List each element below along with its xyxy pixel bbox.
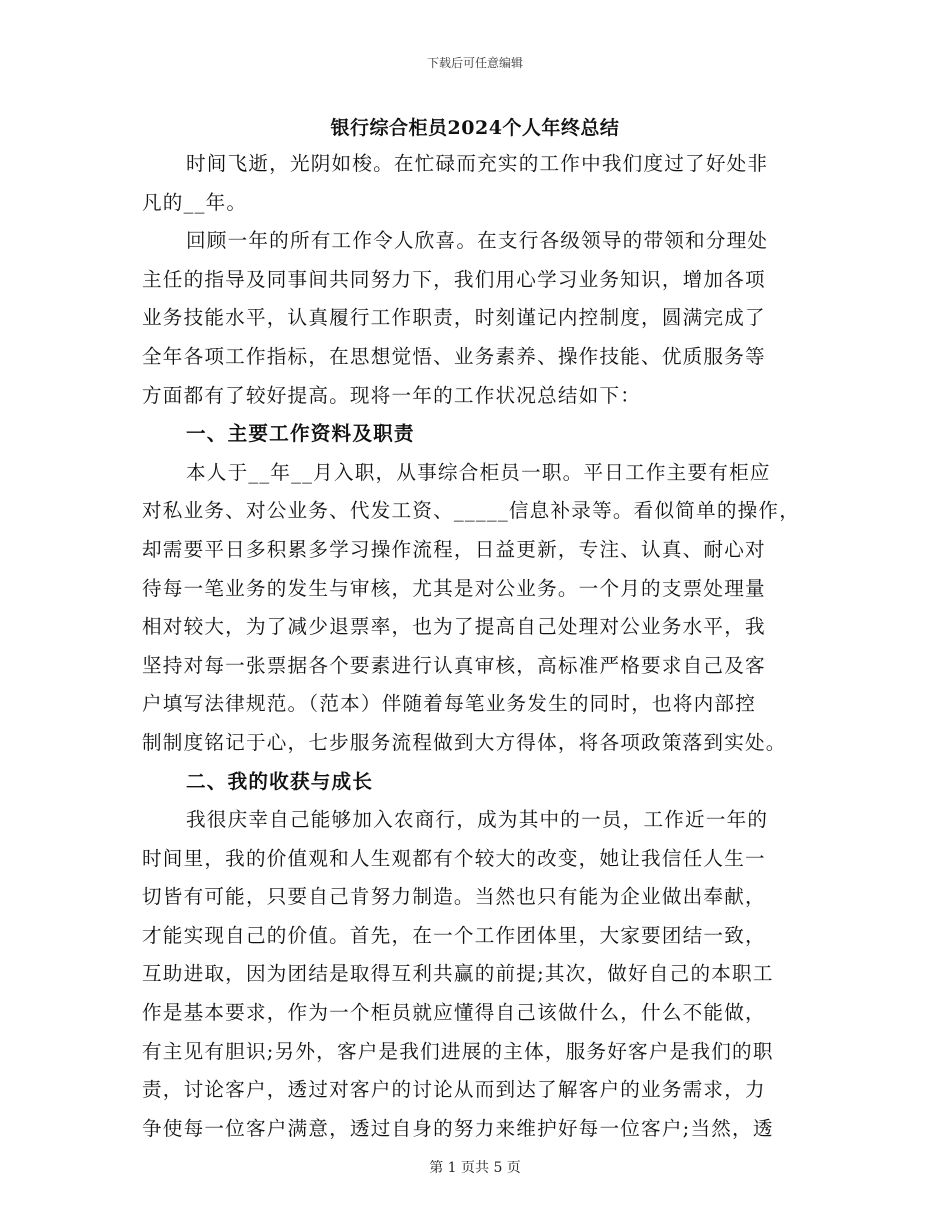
text-line: 对私业务、对公业务、代发工资、_____信息补录等。看似简单的操作，: [142, 499, 801, 523]
page-footer: 第 1 页共 5 页: [429, 1160, 521, 1176]
text-line: 户填写法律规范。（范本）伴随着每笔业务发生的同时，也将内部控: [142, 692, 757, 716]
text-line: 却需要平日多积累多学习操作流程，日益更新，专注、认真、耐心对: [142, 537, 766, 561]
text-line: 相对较大，为了减少退票率，也为了提高自己处理对公业务水平，我: [142, 615, 766, 639]
text-line: 待每一笔业务的发生与审核，尤其是对公业务。一个月的支票处理量: [142, 576, 766, 600]
text-line: 业务技能水平，认真履行工作职责，时刻谨记内控制度，圆满完成了: [142, 306, 766, 330]
text-line: 本人于__年__月入职，从事综合柜员一职。平日工作主要有柜应: [186, 460, 771, 484]
text-line: 主任的指导及同事间共同努力下，我们用心学习业务知识，增加各项: [142, 267, 766, 291]
section-heading: 二、我的收获与成长: [186, 769, 374, 793]
text-line: 制制度铭记于心，七步服务流程做到大方得体，将各项政策落到实处。: [142, 730, 787, 754]
text-line: 才能实现自己的价值。首先，在一个工作团体里，大家要团结一致，: [142, 923, 766, 947]
text-line: 争使每一位客户满意，透过自身的努力来维护好每一位客户;当然，透: [142, 1116, 774, 1140]
text-line: 回顾一年的所有工作令人欣喜。在支行各级领导的带领和分理处: [186, 229, 769, 253]
text-line: 作是基本要求，作为一个柜员就应懂得自己该做什么，什么不能做，: [142, 1001, 766, 1025]
text-line: 时间飞逝，光阴如梭。在忙碌而充实的工作中我们度过了好处非: [186, 152, 769, 175]
text-line: 切皆有可能，只要自己肯努力制造。当然也只有能为企业做出奉献，: [142, 885, 766, 909]
text-line: 凡的__年。: [142, 190, 248, 214]
document-title: 银行综合柜员2024个人年终总结: [330, 117, 620, 139]
text-line: 责，讨论客户，透过对客户的讨论从而到达了解客户的业务需求，力: [142, 1078, 766, 1102]
text-line: 有主见有胆识;另外，客户是我们进展的主体，服务好客户是我们的职: [142, 1039, 774, 1063]
text-line: 我很庆幸自己能够加入农商行，成为其中的一员，工作近一年的: [186, 808, 769, 832]
header-note: 下载后可任意编辑: [426, 56, 523, 70]
text-line: 坚持对每一张票据各个要素进行认真审核，高标准严格要求自己及客: [142, 653, 766, 677]
text-line: 时间里，我的价值观和人生观都有个较大的改变，她让我信任人生一: [142, 846, 766, 870]
text-line: 全年各项工作指标，在思想觉悟、业务素养、操作技能、优质服务等: [142, 344, 766, 368]
text-line: 互助进取，因为团结是取得互利共赢的前提;其次，做好自己的本职工: [142, 962, 774, 986]
text-line: 方面都有了较好提高。现将一年的工作状况总结如下：: [142, 383, 642, 407]
document-body: [142, 145, 812, 1148]
section-heading: 一、主要工作资料及职责: [186, 422, 415, 446]
